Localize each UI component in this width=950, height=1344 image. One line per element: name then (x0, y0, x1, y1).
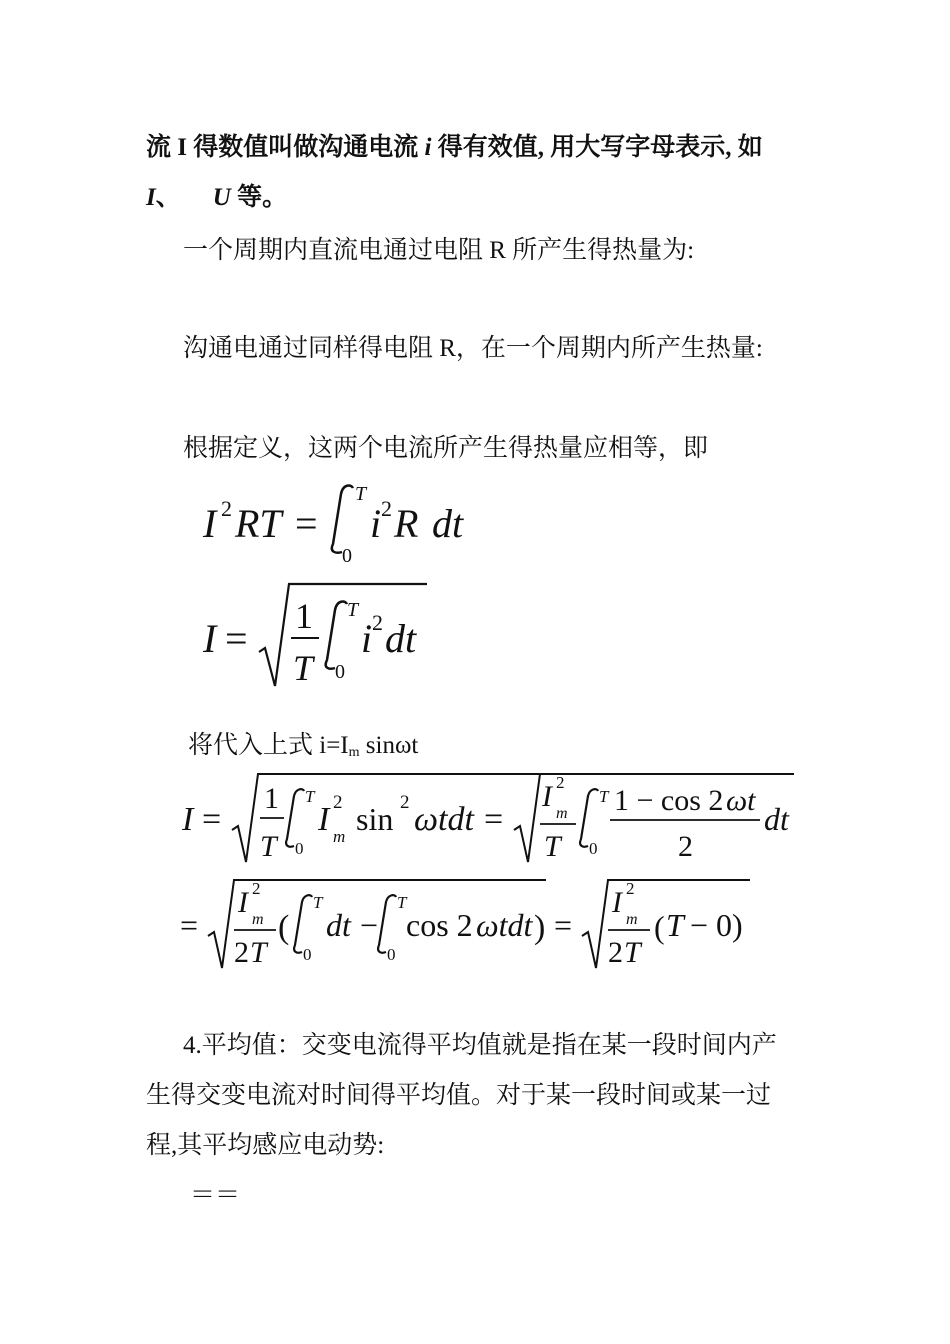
svg-text:m: m (252, 911, 264, 928)
svg-text:2: 2 (221, 496, 232, 521)
svg-text:0: 0 (342, 545, 352, 567)
svg-text:2: 2 (381, 496, 392, 521)
svg-text:ωt: ωt (726, 784, 756, 817)
svg-text:sin: sin (356, 801, 394, 837)
svg-text:0: 0 (295, 839, 304, 858)
svg-text:i: i (370, 501, 382, 546)
svg-text:2: 2 (372, 610, 383, 635)
svg-text:RT: RT (235, 501, 282, 546)
effective-value-definition-line2: I、 U 等。 (146, 184, 288, 211)
substitute-text: 将代入上式 i=Im sinωt (188, 732, 419, 760)
svg-text:): ) (534, 909, 546, 946)
svg-text:T: T (397, 893, 407, 912)
svg-text:=: = (554, 907, 573, 943)
average-value-line3: 程,其平均感应电动势: (146, 1132, 385, 1159)
formula-effective-value (195, 580, 445, 700)
svg-text:T: T (599, 787, 609, 806)
svg-text:I: I (612, 886, 622, 919)
svg-text:2: 2 (252, 879, 261, 898)
ac-heat-text: 沟通电通过同样得电阻 R，在一个周期内所产生热量: (183, 335, 763, 362)
formula-substitution-step1 (178, 768, 798, 868)
svg-text:R: R (394, 501, 419, 546)
svg-text:I: I (318, 801, 330, 838)
svg-text:T: T (293, 648, 314, 688)
svg-text:1: 1 (264, 782, 279, 815)
svg-text:=: = (225, 616, 248, 661)
svg-text:(: ( (278, 909, 290, 946)
svg-text:2: 2 (400, 792, 410, 813)
svg-text:−: − (360, 907, 379, 943)
svg-text:I: I (182, 801, 194, 838)
svg-text:ωtdt: ωtdt (414, 801, 474, 838)
svg-text:T: T (305, 787, 315, 806)
dc-heat-text: 一个周期内直流电通过电阻 R 所产生得热量为: (183, 237, 695, 264)
svg-text:cos 2: cos 2 (406, 907, 473, 943)
svg-text:2: 2 (678, 830, 693, 863)
svg-text:T: T (250, 936, 267, 969)
effective-value-definition-line1: 流 I 得数值叫做沟通电流 i 得有效值, 用大写字母表示, 如 (146, 134, 763, 161)
svg-text:0: 0 (335, 661, 345, 683)
svg-text:(: ( (654, 909, 665, 945)
svg-text:I: I (542, 780, 552, 813)
svg-text:m: m (556, 805, 568, 822)
svg-text:T: T (624, 936, 641, 969)
svg-text:T: T (313, 893, 323, 912)
svg-text:0: 0 (387, 945, 396, 964)
svg-text:2: 2 (556, 773, 565, 792)
svg-text:I: I (203, 501, 217, 546)
svg-text:dt: dt (764, 801, 789, 837)
svg-text:T: T (347, 599, 359, 621)
svg-text:ωtdt: ωtdt (476, 907, 533, 943)
ending-equals: ＝＝ (190, 1182, 241, 1209)
svg-text:2: 2 (333, 792, 343, 813)
svg-text:T: T (355, 483, 367, 505)
svg-text:2: 2 (626, 879, 635, 898)
svg-text:=: = (484, 801, 504, 838)
svg-text:i: i (361, 616, 373, 661)
svg-text:2: 2 (234, 936, 249, 969)
average-value-line2: 生得交变电流对时间得平均值。对于某一段时间或某一过 (146, 1082, 772, 1109)
formula-substitution-step2 (178, 872, 758, 972)
svg-text:T: T (260, 830, 277, 863)
svg-text:I: I (238, 886, 248, 919)
definition-text: 根据定义，这两个电流所产生得热量应相等，即 (183, 435, 709, 462)
svg-text:0: 0 (589, 839, 598, 858)
svg-text:=: = (202, 801, 222, 838)
svg-text:=: = (180, 907, 199, 943)
svg-text:=: = (295, 501, 318, 546)
svg-text:dt: dt (385, 616, 417, 661)
svg-text:dt: dt (326, 907, 351, 943)
svg-text:− 0): − 0) (690, 907, 743, 943)
svg-text:1 − cos 2: 1 − cos 2 (614, 784, 724, 817)
formula-heat-equality (195, 482, 485, 572)
average-value-line1: 4.平均值：交变电流得平均值就是指在某一段时间内产 (183, 1032, 777, 1059)
svg-text:T: T (666, 907, 684, 943)
svg-text:m: m (626, 911, 638, 928)
svg-text:0: 0 (303, 945, 312, 964)
svg-text:dt: dt (432, 501, 464, 546)
svg-text:2: 2 (608, 936, 623, 969)
svg-text:1: 1 (295, 596, 313, 636)
svg-text:I: I (203, 616, 217, 661)
svg-text:m: m (333, 827, 346, 846)
svg-text:T: T (544, 830, 561, 863)
